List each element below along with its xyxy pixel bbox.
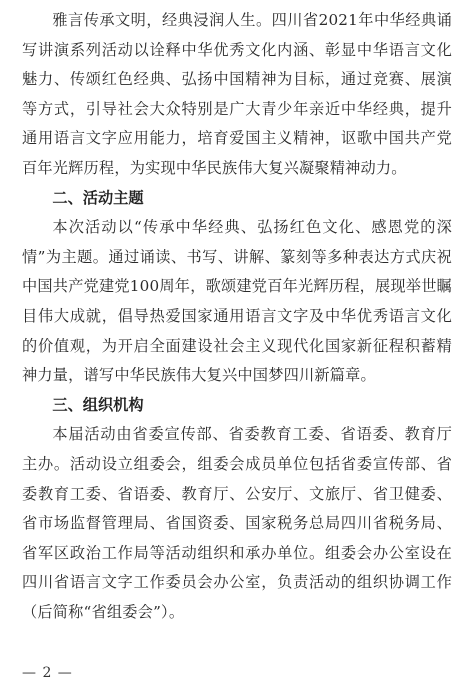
page-number: — 2 —: [22, 665, 73, 681]
organization-paragraph: 本届活动由省委宣传部、省委教育工委、省语委、教育厅主办。活动设立组委会，组委会成员单位包括省委宣传部、省委教育工委、省语委、教育厅、公安厅、文旅厅、省卫健委、省市场监督管理局、省国资委、国家税务总局四川省税务局、省军区政治工作局等活动组织和承办单位。组委会办公室设在四川省语言文字工作委员会办公室，负责活动的组织协调工作（后简称“省组委会”）。: [22, 425, 452, 621]
section-heading-organization: 三、组织机构: [52, 395, 144, 414]
section-heading-theme: 二、活动主题: [52, 188, 144, 207]
theme-paragraph: 本次活动以“传承中华经典、弘扬红色文化、感恩党的深情”为主题。通过诵读、书写、讲解、篆刻等多种表达方式庆祝中国共产党建党100周年，歌颂建党百年光辉历程，展现举世瞩目伟大成就，倡导热爱国家通用语言文字及中华优秀语言文化的价值观，为开启全面建设社会主义现代化国家新征程积蓄精神力量，谱写中华民族伟大复兴中国梦四川新篇章。: [22, 218, 452, 385]
intro-paragraph: 雅言传承文明，经典浸润人生。四川省2021年中华经典诵写讲演系列活动以诠释中华优秀文化内涵、彰显中华语言文化魅力、传颂红色经典、弘扬中国精神为目标，通过竞赛、展演等方式，引导社会大众特别是广大青少年亲近中华经典，提升通用语言文字应用能力，培育爱国主义精神，讴歌中国共产党百年光辉历程，为实现中华民族伟大复兴凝聚精神动力。: [22, 11, 452, 177]
